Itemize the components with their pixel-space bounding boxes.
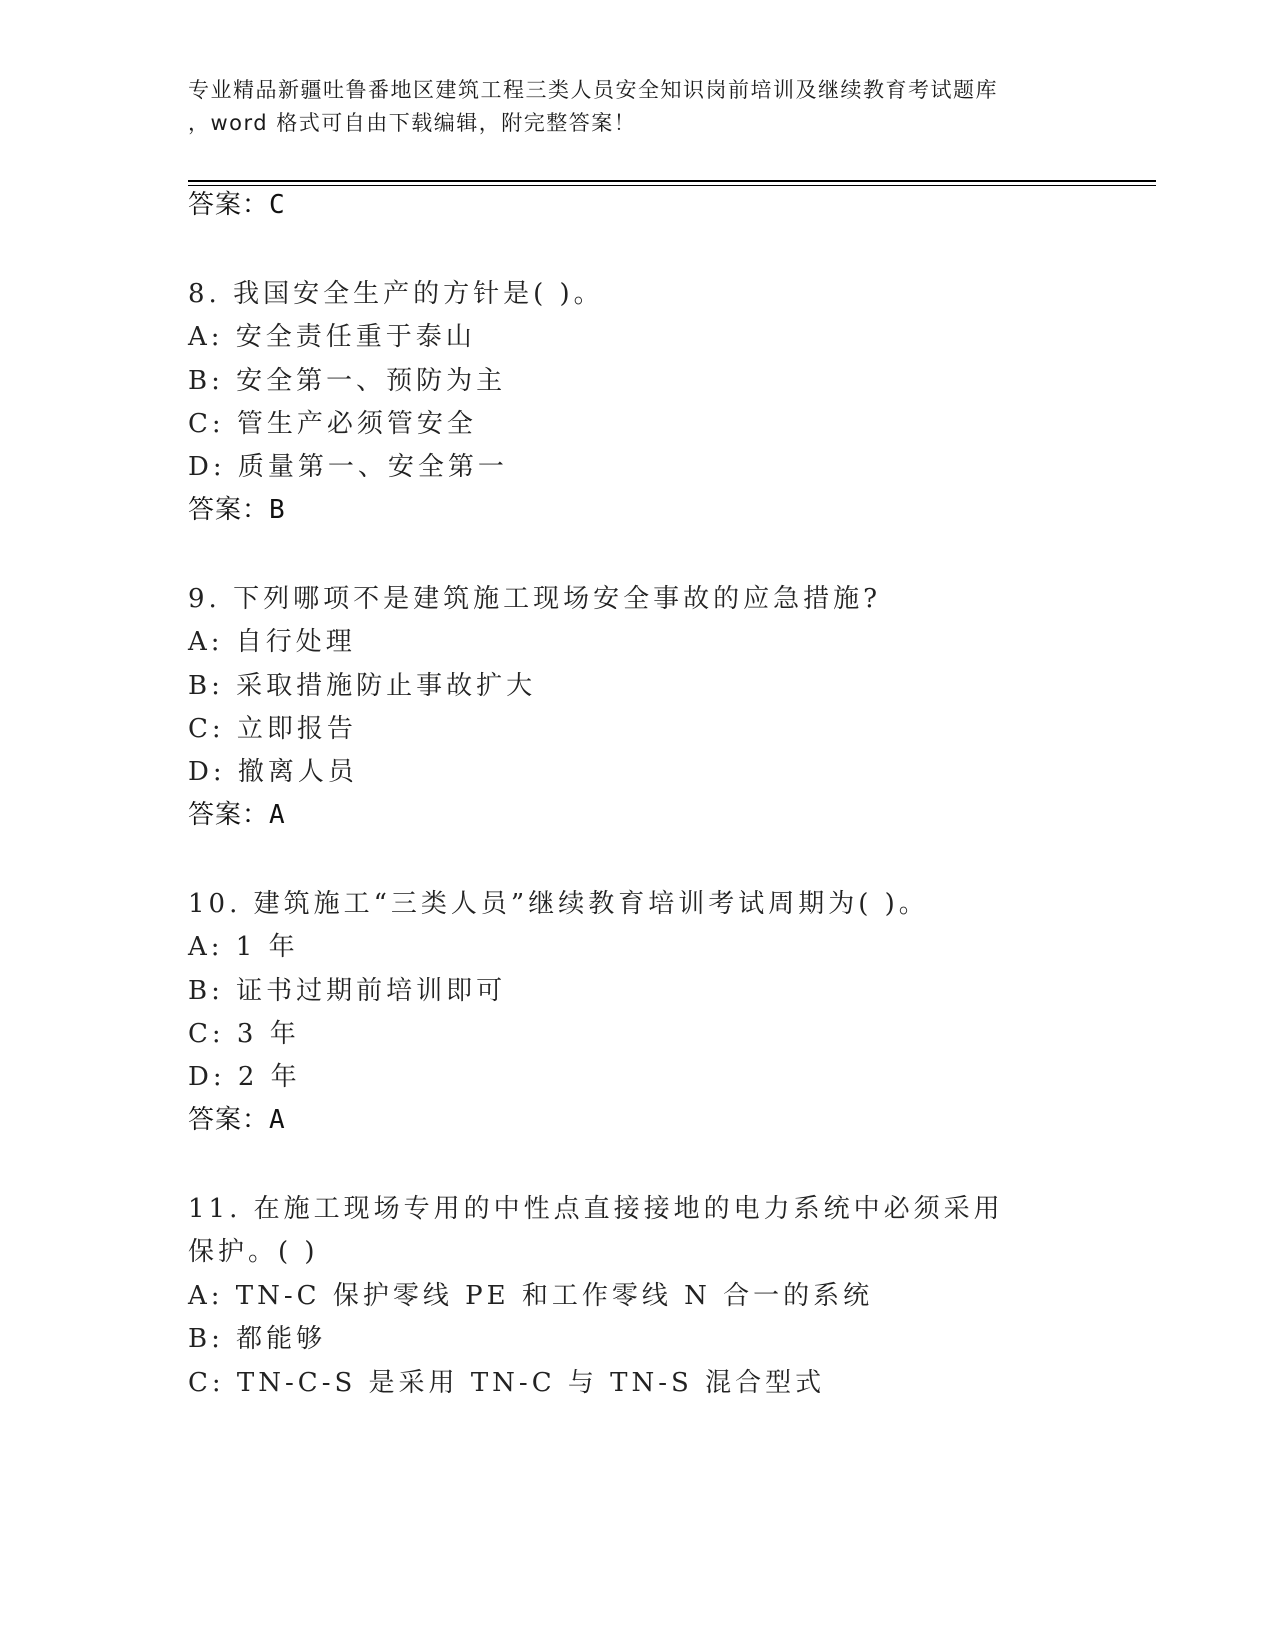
question-9-stem: 9. 下列哪项不是建筑施工现场安全事故的应急措施? (188, 584, 882, 614)
answer-label: 答案： (188, 495, 270, 525)
question-8-option-b: B: 安全第一、预防为主 (188, 366, 507, 396)
question-8-option-d: D: 质量第一、安全第一 (188, 452, 508, 482)
question-10-option-b: B: 证书过期前培训即可 (188, 976, 507, 1006)
question-8-option-c: C: 管生产必须管安全 (188, 409, 477, 439)
question-9-option-a: A: 自行处理 (188, 627, 356, 657)
question-11-stem-continued: 保护。( ) (188, 1237, 319, 1267)
answer-label: 答案： (188, 1105, 270, 1135)
answer-value: B (269, 495, 286, 525)
question-9-option-c: C: 立即报告 (188, 714, 357, 744)
question-9-option-d: D: 撤离人员 (188, 757, 358, 787)
header-rule-thin (188, 185, 1156, 186)
question-8-option-a: A: 安全责任重于泰山 (188, 322, 476, 352)
question-10-option-a: A: 1 年 (188, 932, 299, 962)
answer-value: A (269, 800, 286, 830)
document-header (188, 74, 1118, 140)
answer-value: C (269, 190, 286, 220)
question-8-stem: 8. 我国安全生产的方针是( )。 (188, 279, 604, 309)
question-8-answer (188, 489, 286, 526)
header-line-2: ，word 格式可自由下载编辑，附完整答案！ (188, 111, 637, 135)
answer-label: 答案： (188, 800, 270, 830)
question-10-stem: 10. 建筑施工“三类人员”继续教育培训考试周期为( )。 (188, 889, 929, 919)
question-9-option-b: B: 采取措施防止事故扩大 (188, 671, 537, 701)
question-11-option-c: C: TN-C-S 是采用 TN-C 与 TN-S 混合型式 (188, 1368, 826, 1398)
answer-prev (188, 184, 286, 221)
question-11-option-a: A: TN-C 保护零线 PE 和工作零线 N 合一的系统 (188, 1281, 874, 1311)
question-11-stem: 11. 在施工现场专用的中性点直接接地的电力系统中必须采用 (188, 1194, 1004, 1224)
question-9-answer (188, 794, 286, 831)
question-10-option-c: C: 3 年 (188, 1019, 300, 1049)
answer-label: 答案： (188, 190, 270, 220)
answer-value: A (269, 1105, 286, 1135)
question-10-answer (188, 1099, 286, 1136)
question-10-option-d: D: 2 年 (188, 1062, 301, 1092)
header-rule-thick (188, 180, 1156, 182)
header-line-1: 专业精品新疆吐鲁番地区建筑工程三类人员安全知识岗前培训及继续教育考试题库 (188, 78, 998, 102)
question-11-option-b: B: 都能够 (188, 1324, 327, 1354)
